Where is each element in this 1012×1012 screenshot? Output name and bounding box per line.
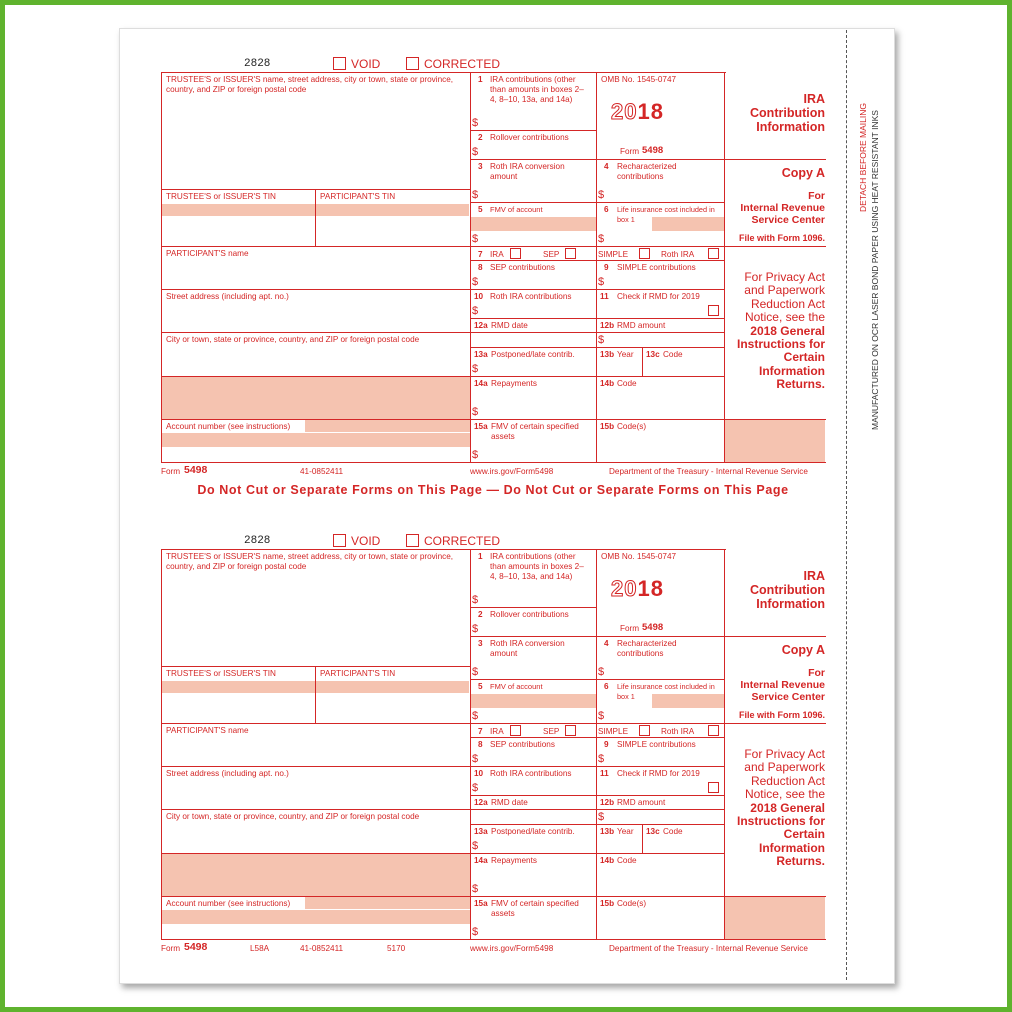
box5-label: FMV of account (490, 205, 543, 214)
copy-a-label: Copy A (781, 166, 825, 180)
privacy-line: Certain (783, 350, 825, 365)
shade-participant-tin (316, 681, 469, 693)
street-address-label: Street address (including apt. no.) (166, 769, 289, 778)
box11-label: Check if RMD for 2019 (617, 769, 700, 778)
account-number-label: Account number (see instructions) (166, 422, 291, 431)
box10-label: Roth IRA contributions (490, 769, 572, 778)
void-checkbox[interactable] (333, 534, 346, 547)
city-label: City or town, state or province, country, and ZIP or foreign postal code (166, 335, 420, 344)
detach-text: DETACH BEFORE MAILING (858, 103, 868, 212)
box5-dollar: $ (472, 710, 479, 722)
box13a-dollar: $ (472, 363, 479, 375)
street-address-label: Street address (including apt. no.) (166, 292, 289, 301)
rule (161, 72, 162, 462)
box1-number: 1 (478, 75, 483, 84)
box7-number: 7 (478, 250, 483, 259)
omb-number: OMB No. 1545-0747 (601, 75, 677, 84)
box10-number: 10 (474, 292, 484, 301)
footer-dept: Department of the Treasury - Internal Revenue Service (609, 467, 808, 476)
box15a-number: 15a (474, 422, 488, 431)
footer-form-number: 5498 (184, 464, 208, 476)
tax-year (611, 99, 664, 125)
trustee-tin-label: TRUSTEE'S or ISSUER'S TIN (166, 192, 276, 201)
privacy-line: Notice, see the (744, 787, 825, 802)
box3-number: 3 (478, 162, 483, 171)
privacy-line: Reduction Act (750, 773, 825, 788)
box1-label: IRA contributions (other than amounts in boxes 2–4, 8–10, 13a, and 14a) (490, 552, 584, 581)
account-number-label: Account number (see instructions) (166, 899, 291, 908)
privacy-line: Notice, see the (744, 310, 825, 325)
box7-simple-label: SIMPLE (598, 250, 629, 259)
void-checkbox[interactable] (333, 57, 346, 70)
rule (724, 246, 826, 247)
participant-tin-label: PARTICIPANT'S TIN (320, 669, 396, 678)
rule (724, 723, 826, 724)
box15b-label: Code(s) (617, 899, 647, 908)
trustee-block-label: TRUSTEE'S or ISSUER'S name, street address, city or town, state or province, country, and ZIP or foreign postal code (166, 75, 454, 94)
rule (161, 723, 724, 724)
copy-a-label: Copy A (781, 643, 825, 657)
void-label: VOID (351, 57, 381, 71)
box12b-dollar: $ (598, 811, 605, 823)
rule (161, 72, 726, 73)
box14b-number: 14b (600, 856, 615, 865)
box2-number: 2 (478, 133, 483, 142)
form-title (726, 92, 825, 134)
privacy-line: and Paperwork (744, 760, 825, 775)
box4-dollar: $ (598, 189, 605, 201)
shade-left-block (162, 854, 470, 896)
box8-label: SEP contributions (490, 740, 555, 749)
rule (470, 737, 724, 738)
box7-simple-checkbox[interactable] (639, 725, 650, 736)
box13a-number: 13a (474, 350, 488, 359)
rule (161, 332, 724, 333)
form-word: Form (620, 624, 640, 633)
box1-dollar: $ (472, 594, 479, 606)
box8-label: SEP contributions (490, 263, 555, 272)
box12b-number: 12b (600, 798, 615, 807)
rule (470, 159, 826, 160)
box7-ira-checkbox[interactable] (510, 725, 521, 736)
box7-roth-checkbox[interactable] (708, 725, 719, 736)
box13a-label: Postponed/late contrib. (491, 350, 575, 359)
year-suffix: 18 (637, 99, 664, 124)
box6-number: 6 (604, 682, 609, 691)
rule (161, 419, 826, 420)
box10-dollar: $ (472, 305, 479, 317)
box9-number: 9 (604, 263, 609, 272)
privacy-line: Returns. (776, 854, 825, 869)
rule (470, 824, 724, 825)
box10-dollar: $ (472, 782, 479, 794)
shade-trustee-tin (162, 681, 315, 693)
rule (161, 853, 724, 854)
box2-number: 2 (478, 610, 483, 619)
box13a-dollar: $ (472, 840, 479, 852)
box8-number: 8 (478, 740, 483, 749)
box10-number: 10 (474, 769, 484, 778)
year-prefix: 20 (611, 576, 638, 601)
year-suffix: 18 (637, 576, 664, 601)
rule (161, 189, 470, 190)
irs-line: Internal Revenue (740, 202, 825, 214)
box5-label: FMV of account (490, 682, 543, 691)
footer-cat-number: 41-0852411 (300, 467, 344, 476)
form-code: 2828 (244, 58, 271, 70)
box14b-number: 14b (600, 379, 615, 388)
box7-sep-checkbox[interactable] (565, 725, 576, 736)
irs-center (726, 190, 825, 226)
form-copy-top (0, 0, 1012, 477)
void-label: VOID (351, 534, 381, 548)
rule (470, 679, 724, 680)
box15a-label: FMV of certain specified assets (491, 899, 579, 918)
rule (161, 246, 724, 247)
rule (315, 666, 316, 723)
footer-dept: Department of the Treasury - Internal Revenue Service (609, 944, 808, 953)
title-line: Information (756, 597, 825, 611)
privacy-line: Certain (783, 827, 825, 842)
privacy-notice (726, 271, 825, 392)
box9-dollar: $ (598, 276, 605, 288)
box3-dollar: $ (472, 666, 479, 678)
box1-label: IRA contributions (other than amounts in boxes 2–4, 8–10, 13a, and 14a) (490, 75, 584, 104)
shade-box5 (471, 694, 596, 708)
box7-roth-label: Roth IRA (661, 727, 695, 736)
box12a-label: RMD date (491, 798, 528, 807)
box4-dollar: $ (598, 666, 605, 678)
box11-checkbox[interactable] (708, 782, 719, 793)
trustee-block-label: TRUSTEE'S or ISSUER'S name, street address, city or town, state or province, country, and ZIP or foreign postal code (166, 552, 454, 571)
privacy-line: Information (759, 363, 825, 378)
corrected-checkbox[interactable] (406, 534, 419, 547)
box15b-number: 15b (600, 899, 615, 908)
box13c-number: 13c (646, 350, 660, 359)
footer-form-word: Form (161, 944, 181, 953)
rule (161, 939, 826, 940)
corrected-checkbox[interactable] (406, 57, 419, 70)
form-copy-bottom (0, 477, 1012, 954)
box12a-number: 12a (474, 798, 488, 807)
box12a-label: RMD date (491, 321, 528, 330)
participant-tin-label: PARTICIPANT'S TIN (320, 192, 396, 201)
corrected-label: CORRECTED (424, 57, 501, 71)
box13c-label: Code (663, 350, 683, 359)
box1-dollar: $ (472, 117, 479, 129)
box12a-number: 12a (474, 321, 488, 330)
box14b-label: Code (617, 856, 637, 865)
rule (161, 666, 470, 667)
participant-name-label: PARTICIPANT'S name (166, 726, 249, 735)
box6-dollar: $ (598, 710, 605, 722)
box7-roth-label: Roth IRA (661, 250, 695, 259)
box3-label: Roth IRA conversion amount (490, 639, 565, 658)
box3-label: Roth IRA conversion amount (490, 162, 565, 181)
shade-participant-tin (316, 204, 469, 216)
box7-sep-label: SEP (543, 727, 560, 736)
privacy-line: For Privacy Act (744, 747, 825, 761)
trustee-tin-label: TRUSTEE'S or ISSUER'S TIN (166, 669, 276, 678)
title-line: Information (756, 120, 825, 134)
rule (161, 462, 826, 463)
footer-url: www.irs.gov/Form5498 (470, 944, 554, 953)
box8-dollar: $ (472, 276, 479, 288)
box13b-label: Year (617, 350, 634, 359)
box12b-label: RMD amount (617, 321, 666, 330)
box14a-dollar: $ (472, 883, 479, 895)
title-line: Contribution (750, 106, 825, 120)
corrected-label: CORRECTED (424, 534, 501, 548)
privacy-line: Returns. (776, 377, 825, 392)
irs-line: Service Center (751, 214, 825, 226)
title-line: IRA (803, 92, 825, 106)
box2-dollar: $ (472, 146, 479, 158)
box2-label: Rollover contributions (490, 610, 569, 619)
footer-5170: 5170 (387, 944, 406, 953)
box9-number: 9 (604, 740, 609, 749)
box14a-label: Repayments (491, 856, 537, 865)
rule (470, 347, 724, 348)
box13a-number: 13a (474, 827, 488, 836)
separator-text: Do Not Cut or Separate Forms on This Page — Do Not Cut or Separate Forms on This Page (197, 483, 789, 497)
box7-ira-label: IRA (490, 727, 504, 736)
rule (161, 896, 826, 897)
box15b-label: Code(s) (617, 422, 647, 431)
privacy-line: Information (759, 840, 825, 855)
box6-number: 6 (604, 205, 609, 214)
box7-simple-label: SIMPLE (598, 727, 629, 736)
box4-number: 4 (604, 639, 609, 648)
for-label: For (808, 190, 825, 202)
shade-account-bottom (162, 433, 470, 447)
box7-sep-checkbox[interactable] (565, 248, 576, 259)
rule (470, 795, 724, 796)
title-line: IRA (803, 569, 825, 583)
shade-account (305, 897, 470, 909)
box13b-number: 13b (600, 827, 615, 836)
form-code: 2828 (244, 535, 271, 547)
shade-bottom-right (725, 420, 825, 462)
box15a-number: 15a (474, 899, 488, 908)
rule (161, 376, 724, 377)
box11-number: 11 (600, 769, 609, 778)
rule (470, 607, 596, 608)
privacy-line: Instructions for (736, 337, 825, 352)
form-number-label: 5498 (642, 145, 664, 156)
box7-simple-checkbox[interactable] (639, 248, 650, 259)
rule (161, 549, 162, 939)
file-with-label: File with Form 1096. (738, 233, 825, 243)
rule (315, 189, 316, 246)
box15b-number: 15b (600, 422, 615, 431)
box14b-label: Code (617, 379, 637, 388)
rule (470, 318, 724, 319)
box15a-dollar: $ (472, 449, 479, 461)
box3-dollar: $ (472, 189, 479, 201)
privacy-line: Reduction Act (750, 296, 825, 311)
manufactured-text: MANUFACTURED ON OCR LASER BOND PAPER USING HEAT RESISTANT INKS (870, 110, 880, 430)
box14a-number: 14a (474, 379, 488, 388)
footer-form-number: 5498 (184, 941, 208, 953)
rule (596, 72, 597, 462)
box1-number: 1 (478, 552, 483, 561)
privacy-line: Instructions for (736, 814, 825, 829)
box13a-label: Postponed/late contrib. (491, 827, 575, 836)
box12b-dollar: $ (598, 334, 605, 346)
box14a-dollar: $ (472, 406, 479, 418)
rule (161, 809, 724, 810)
box5-dollar: $ (472, 233, 479, 245)
privacy-line: 2018 General (750, 323, 825, 338)
rule (161, 289, 724, 290)
box6-dollar: $ (598, 233, 605, 245)
file-with-label: File with Form 1096. (738, 710, 825, 720)
box3-number: 3 (478, 639, 483, 648)
shade-trustee-tin (162, 204, 315, 216)
box2-dollar: $ (472, 623, 479, 635)
box5-number: 5 (478, 682, 483, 691)
shade-box5 (471, 217, 596, 231)
form-word: Form (620, 147, 640, 156)
privacy-notice (726, 748, 825, 869)
box14a-label: Repayments (491, 379, 537, 388)
privacy-line: For Privacy Act (744, 270, 825, 284)
privacy-line: 2018 General (750, 800, 825, 815)
form-number-label: 5498 (642, 622, 664, 633)
box7-number: 7 (478, 727, 483, 736)
rule (470, 260, 724, 261)
rule (161, 766, 724, 767)
rule (596, 549, 597, 939)
tax-year (611, 576, 664, 602)
rule (642, 347, 643, 376)
box14a-number: 14a (474, 856, 488, 865)
shade-account-bottom (162, 910, 470, 924)
box13c-number: 13c (646, 827, 660, 836)
rule (161, 549, 726, 550)
rule (724, 72, 725, 462)
shade-left-block (162, 377, 470, 419)
for-label: For (808, 667, 825, 679)
box9-label: SIMPLE contributions (617, 740, 696, 749)
shade-account (305, 420, 470, 432)
box11-number: 11 (600, 292, 609, 301)
box6-label: Life insurance cost included in box 1 (617, 205, 715, 224)
footer-cat-number: 41-0852411 (300, 944, 344, 953)
box4-label: Recharacterized contributions (617, 639, 677, 658)
rule (724, 549, 725, 939)
box13b-number: 13b (600, 350, 615, 359)
footer-l58a: L58A (250, 944, 270, 953)
irs-center (726, 667, 825, 703)
box6-label: Life insurance cost included in box 1 (617, 682, 715, 701)
footer-form-word: Form (161, 467, 181, 476)
footer-url: www.irs.gov/Form5498 (470, 467, 554, 476)
box11-checkbox[interactable] (708, 305, 719, 316)
box7-ira-label: IRA (490, 250, 504, 259)
box8-dollar: $ (472, 753, 479, 765)
box5-number: 5 (478, 205, 483, 214)
box15a-dollar: $ (472, 926, 479, 938)
participant-name-label: PARTICIPANT'S name (166, 249, 249, 258)
box9-dollar: $ (598, 753, 605, 765)
irs-line: Service Center (751, 691, 825, 703)
box10-label: Roth IRA contributions (490, 292, 572, 301)
box7-sep-label: SEP (543, 250, 560, 259)
box8-number: 8 (478, 263, 483, 272)
box7-roth-checkbox[interactable] (708, 248, 719, 259)
irs-line: Internal Revenue (740, 679, 825, 691)
box11-label: Check if RMD for 2019 (617, 292, 700, 301)
shade-bottom-right (725, 897, 825, 939)
box12b-number: 12b (600, 321, 615, 330)
box2-label: Rollover contributions (490, 133, 569, 142)
box4-label: Recharacterized contributions (617, 162, 677, 181)
box4-number: 4 (604, 162, 609, 171)
privacy-line: and Paperwork (744, 283, 825, 298)
city-label: City or town, state or province, country, and ZIP or foreign postal code (166, 812, 420, 821)
box7-ira-checkbox[interactable] (510, 248, 521, 259)
form-title (726, 569, 825, 611)
rule (470, 202, 724, 203)
rule (470, 130, 596, 131)
box15a-label: FMV of certain specified assets (491, 422, 579, 441)
box12b-label: RMD amount (617, 798, 666, 807)
box9-label: SIMPLE contributions (617, 263, 696, 272)
box13b-label: Year (617, 827, 634, 836)
box13c-label: Code (663, 827, 683, 836)
year-prefix: 20 (611, 99, 638, 124)
omb-number: OMB No. 1545-0747 (601, 552, 677, 561)
rule (642, 824, 643, 853)
rule (470, 636, 826, 637)
title-line: Contribution (750, 583, 825, 597)
